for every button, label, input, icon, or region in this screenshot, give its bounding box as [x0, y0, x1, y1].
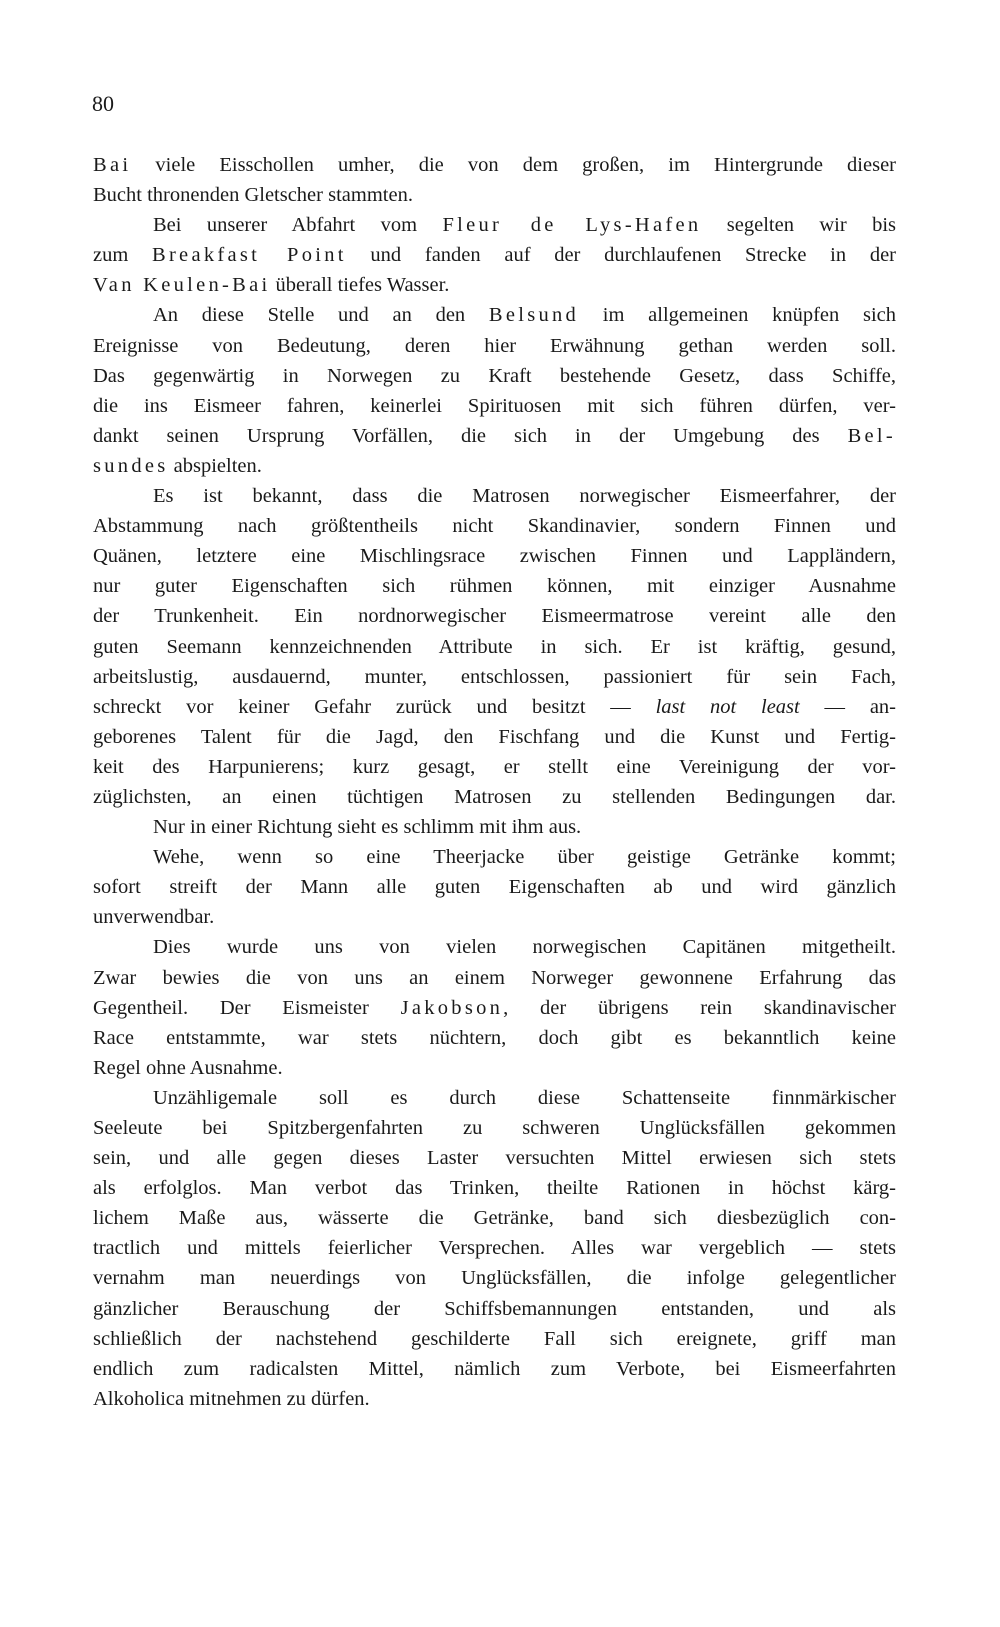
text-segment: Gegentheil. Der Eismeister: [93, 996, 401, 1019]
text-segment: sein, und alle gegen dieses Laster versuchten Mittel erwiesen sich stets: [93, 1147, 896, 1170]
text-line: [93, 932, 896, 962]
text-segment: Race entstammte, war stets nüchtern, doch gibt es bekanntlich keine: [93, 1026, 896, 1049]
text-segment: sofort streift der Mann alle guten Eigenschaften ab und wird gänzlich: [93, 876, 896, 899]
text-segment: geborenes Talent für die Jagd, den Fischfang und die Kunst und Fertig-: [93, 725, 896, 748]
text-segment: , der übrigens rein skandinavischer: [503, 996, 896, 1019]
text-line: [93, 1023, 896, 1053]
text-line: [93, 812, 896, 842]
spaced-name: Bel-: [847, 424, 896, 447]
text-segment: Nur in einer Richtung sieht es schlimm mit ihm aus.: [153, 816, 582, 839]
text-segment: arbeitslustig, ausdauernd, munter, entschlossen, passioniert für sein Fach,: [93, 665, 896, 688]
text-line: [93, 1233, 896, 1263]
text-segment: viele Eisschollen umher, die von dem großen, im Hintergrunde dieser: [131, 154, 896, 176]
text-line: [93, 1113, 896, 1143]
text-line: [93, 1354, 896, 1384]
text-line: [93, 1384, 896, 1414]
text-line: [93, 782, 896, 812]
text-segment: überall tiefes Wasser.: [270, 274, 450, 297]
text-segment: gänzlicher Berauschung der Schiffsbemannungen entstanden, und als: [93, 1297, 896, 1320]
text-segment: schließlich der nachstehend geschilderte Fall sich ereignete, griff man: [93, 1327, 896, 1350]
text-line: [93, 391, 896, 421]
spaced-name: Bai: [93, 154, 132, 176]
text-line: [93, 692, 896, 722]
text-segment: — an-: [799, 695, 896, 718]
spaced-name: Jakobson: [400, 996, 504, 1019]
text-segment: abspielten.: [168, 454, 262, 477]
text-segment: Unzähligemale soll es durch diese Schattenseite finnmärkischer: [153, 1086, 896, 1109]
text-segment: Bei unserer Abfahrt vom: [153, 214, 443, 237]
text-line: [93, 300, 896, 330]
text-line: [93, 842, 896, 872]
text-segment: nur guter Eigenschaften sich rühmen können, mit einziger Ausnahme: [93, 575, 896, 598]
text-line: [93, 963, 896, 993]
text-line: [93, 511, 896, 541]
text-segment: die ins Eismeer fahren, keinerlei Spirituosen mit sich führen dürfen, ver-: [93, 394, 896, 417]
text-line: [93, 361, 896, 391]
text-segment: Alkoholica mitnehmen zu dürfen.: [93, 1387, 370, 1410]
text-line: [93, 1294, 896, 1324]
spaced-name: Breakfast Point: [152, 244, 347, 267]
text-line: [93, 1053, 896, 1083]
text-line: [93, 632, 896, 662]
text-segment: Quänen, letztere eine Mischlingsrace zwischen Finnen und Lappländern,: [93, 545, 896, 568]
text-line: [93, 180, 896, 210]
text-line: [93, 541, 896, 571]
text-segment: Bucht thronenden Gletscher stammten.: [93, 184, 413, 207]
text-line: [93, 331, 896, 361]
text-segment: im allgemeinen knüpfen sich: [579, 304, 896, 327]
text-segment: und fanden auf der durchlaufenen Strecke in der: [346, 244, 896, 267]
page-number: 80: [92, 91, 114, 116]
text-segment: Es ist bekannt, dass die Matrosen norwegischer Eismeerfahrer, der: [153, 485, 896, 508]
body-text: [93, 150, 896, 1414]
spaced-name: Belsund: [488, 304, 580, 327]
text-segment: lichem Maße aus, wässerte die Getränke, band sich diesbezüglich con-: [93, 1207, 896, 1230]
text-line: [93, 451, 896, 481]
text-line: [93, 1324, 896, 1354]
text-segment: Das gegenwärtig in Norwegen zu Kraft bestehende Gesetz, dass Schiffe,: [93, 364, 896, 387]
text-segment: vernahm man neuerdings von Unglücksfällen, die infolge gelegentlicher: [93, 1267, 896, 1290]
text-line: [93, 1173, 896, 1203]
text-segment: zum: [93, 244, 152, 267]
text-line: [93, 1143, 896, 1173]
text-line: [93, 1203, 896, 1233]
text-segment: Abstammung nach größtentheils nicht Skandinavier, sondern Finnen und: [93, 515, 896, 538]
text-line: [93, 210, 896, 240]
text-segment: tractlich und mittels feierlicher Versprechen. Alles war vergeblich — stets: [93, 1237, 896, 1260]
spaced-name: Van Keulen-Bai: [93, 274, 271, 297]
text-line: [93, 993, 896, 1023]
text-segment: schreckt vor keiner Gefahr zurück und besitzt —: [93, 695, 656, 718]
text-segment: endlich zum radicalsten Mittel, nämlich zum Verbote, bei Eismeerfahrten: [93, 1357, 896, 1380]
text-line: [93, 1083, 896, 1113]
text-segment: guten Seemann kennzeichnenden Attribute in sich. Er ist kräftig, gesund,: [93, 635, 896, 658]
text-segment: Ereignisse von Bedeutung, deren hier Erwähnung gethan werden soll.: [93, 334, 896, 357]
italic-phrase: last not least: [655, 695, 800, 718]
text-line: [93, 571, 896, 601]
spaced-name: Fleur de Lys-Hafen: [442, 214, 702, 237]
text-line: [93, 481, 896, 511]
text-segment: der Trunkenheit. Ein nordnorwegischer Eismeermatrose vereint alle den: [93, 605, 896, 628]
text-line: [93, 662, 896, 692]
spaced-name: sundes: [93, 454, 169, 477]
text-line: [93, 150, 896, 180]
text-segment: keit des Harpunierens; kurz gesagt, er stellt eine Vereinigung der vor-: [93, 755, 896, 778]
text-line: [93, 722, 896, 752]
text-segment: Zwar bewies die von uns an einem Norweger gewonnene Erfahrung das: [93, 966, 896, 989]
text-segment: segelten wir bis: [701, 214, 896, 237]
text-segment: dankt seinen Ursprung Vorfällen, die sich in der Umgebung des: [93, 424, 848, 447]
text-line: [93, 902, 896, 932]
text-segment: An diese Stelle und an den: [153, 304, 489, 327]
text-segment: Dies wurde uns von vielen norwegischen Capitänen mitgetheilt.: [153, 936, 896, 959]
text-segment: Seeleute bei Spitzbergenfahrten zu schweren Unglücksfällen gekommen: [93, 1117, 896, 1139]
text-segment: Regel ohne Ausnahme.: [93, 1056, 283, 1079]
text-segment: als erfolglos. Man verbot das Trinken, theilte Rationen in höchst kärg-: [93, 1177, 896, 1200]
text-line: [93, 270, 896, 300]
text-line: [93, 240, 896, 270]
text-line: [93, 1263, 896, 1293]
text-line: [93, 752, 896, 782]
text-line: [93, 872, 896, 902]
text-line: [93, 421, 896, 451]
text-segment: züglichsten, an einen tüchtigen Matrosen zu stellenden Bedingungen dar.: [93, 785, 896, 808]
text-segment: Wehe, wenn so eine Theerjacke über geistige Getränke kommt;: [153, 846, 896, 869]
text-line: [93, 601, 896, 631]
text-segment: unverwendbar.: [93, 906, 215, 929]
